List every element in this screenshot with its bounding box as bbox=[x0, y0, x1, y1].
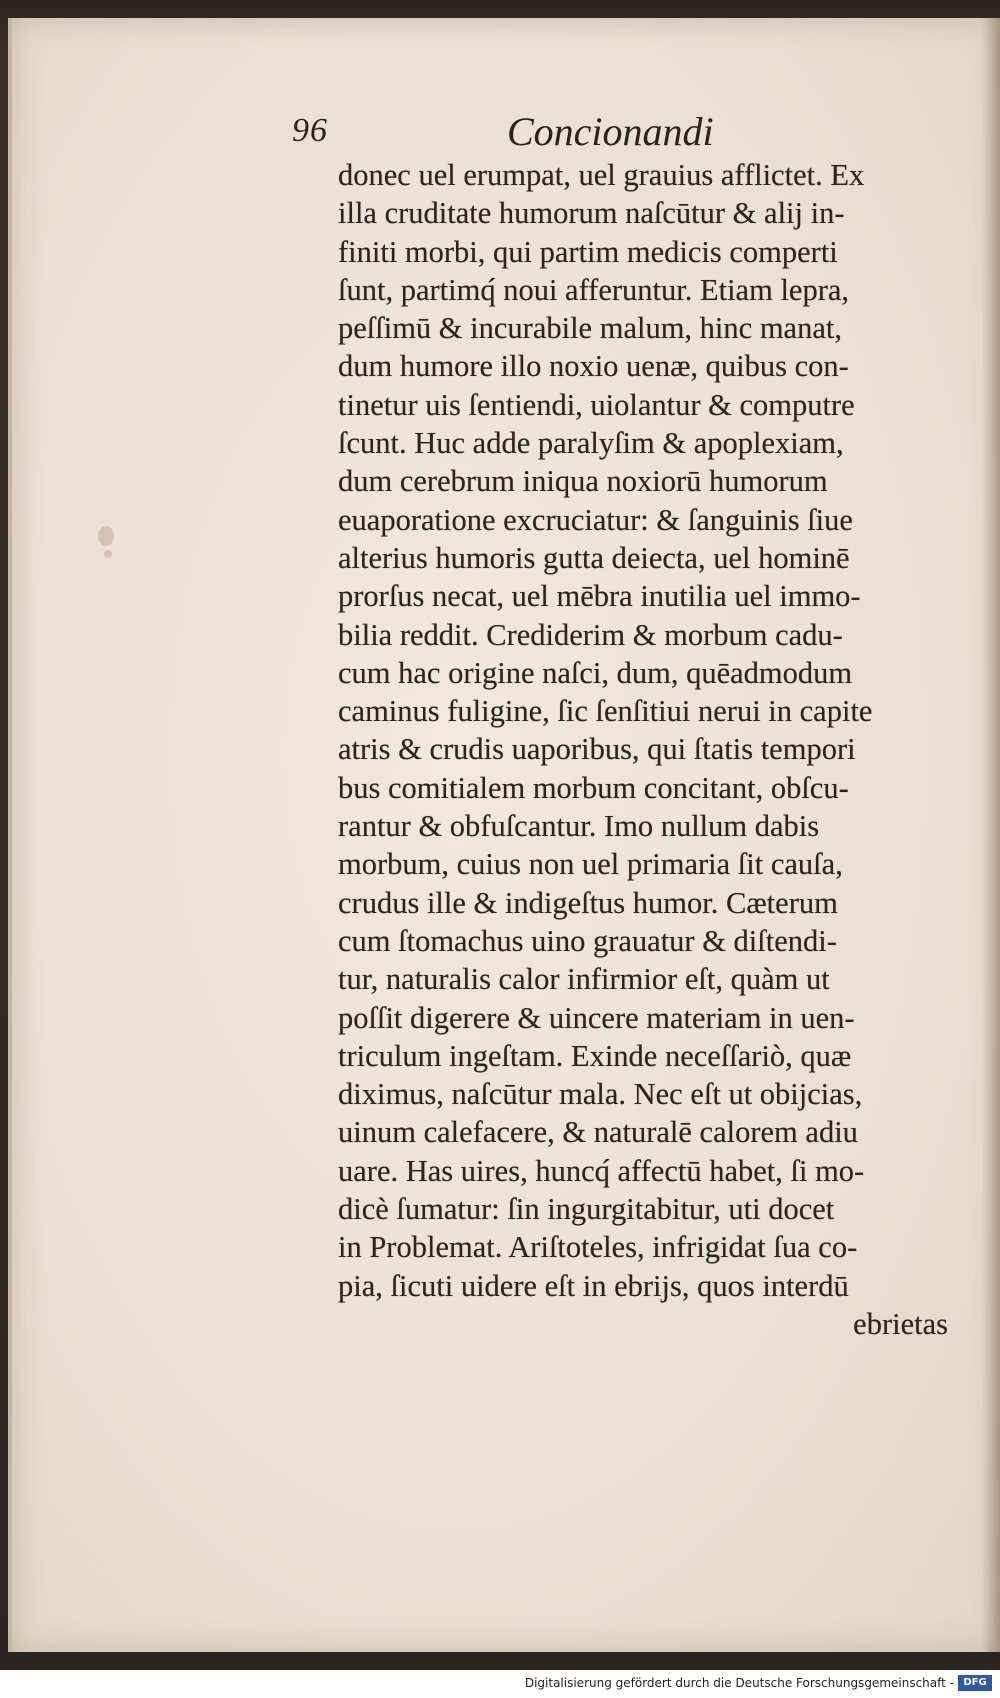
text-line: donec uel erumpat, uel grauius afflictet. Ex bbox=[338, 158, 865, 192]
text-line: crudus ille & indigeſtus humor. Cæterum bbox=[338, 885, 838, 920]
text-line: uinum calefacere, & naturalē calorem adiu bbox=[338, 1115, 858, 1150]
running-head bbox=[292, 108, 762, 154]
text-line: tinetur uis ſentiendi, uiolantur & computre bbox=[338, 387, 855, 422]
text-line: in Problemat. Ariſtoteles, infrigidat ſua co- bbox=[338, 1230, 858, 1265]
text-line: cum hac origine naſci, dum, quēadmodum bbox=[338, 655, 853, 690]
text-line: cum ſtomachus uino grauatur & diſtendi- bbox=[338, 923, 837, 958]
foxing-spot bbox=[98, 526, 114, 546]
text-line: alterius humoris gutta deiecta, uel hominē bbox=[338, 540, 850, 575]
text-line: dicè ſumatur: ſin ingurgitabitur, uti docet bbox=[338, 1192, 835, 1227]
dfg-logo: DFG bbox=[958, 1675, 992, 1691]
text-line: prorſus necat, uel mēbra inutilia uel immo- bbox=[338, 579, 861, 614]
funding-credit: Digitalisierung gefördert durch die Deutsche Forschungsgemeinschaft - bbox=[524, 1676, 954, 1690]
text-line: dum humore illo noxio uenæ, quibus con- bbox=[338, 349, 849, 384]
text-line: atris & crudis uaporibus, qui ſtatis tempori bbox=[338, 732, 856, 767]
text-line: peſſimū & incurabile malum, hinc manat, bbox=[338, 311, 842, 346]
text-line: illa cruditate humorum naſcūtur & alij in- bbox=[338, 196, 845, 231]
text-line: ſcunt. Huc adde paralyſim & apoplexiam, bbox=[338, 426, 844, 461]
text-line: triculum ingeſtam. Exinde neceſſariò, quæ bbox=[338, 1038, 852, 1073]
page-number: 96 bbox=[292, 112, 328, 149]
text-line: poſſit digerere & uincere materiam in uen- bbox=[338, 1000, 855, 1035]
foxing-spot bbox=[104, 550, 112, 558]
text-line: euaporatione excruciatur: & ſanguinis ſiue bbox=[338, 502, 853, 537]
text-line: tur, naturalis calor infirmior eſt, quàm ut bbox=[338, 962, 830, 997]
running-title: Concionandi bbox=[507, 109, 714, 154]
catchword: ebrietas bbox=[853, 1306, 948, 1341]
digitization-footer bbox=[0, 1670, 1000, 1698]
text-line: rantur & obfuſcantur. Imo nullum dabis bbox=[338, 809, 820, 844]
text-line: ſunt, partimq́ noui afferuntur. Etiam lepra, bbox=[338, 272, 850, 307]
text-line: uare. Has uires, huncq́ affectū habet, ſi mo- bbox=[338, 1153, 865, 1188]
text-line: morbum, cuius non uel primaria ſit cauſa, bbox=[338, 847, 843, 882]
page-edge-shadow bbox=[982, 18, 1000, 1652]
text-line: diximus, naſcūtur mala. Nec eſt ut obijcias, bbox=[338, 1077, 863, 1112]
text-line: finiti morbi, qui partim medicis comperti bbox=[338, 234, 838, 269]
text-line: bilia reddit. Crediderim & morbum cadu- bbox=[338, 617, 843, 652]
text-line: bus comitialem morbum concitant, obſcu- bbox=[338, 770, 849, 805]
text-line: pia, ſicuti uidere eſt in ebrijs, quos interdū bbox=[338, 1268, 849, 1303]
text-line: caminus fuligine, ſic ſenſitiui nerui in capite bbox=[338, 694, 873, 729]
text-line: dum cerebrum iniqua noxiorū humorum bbox=[338, 464, 828, 499]
body-text bbox=[338, 156, 954, 1343]
